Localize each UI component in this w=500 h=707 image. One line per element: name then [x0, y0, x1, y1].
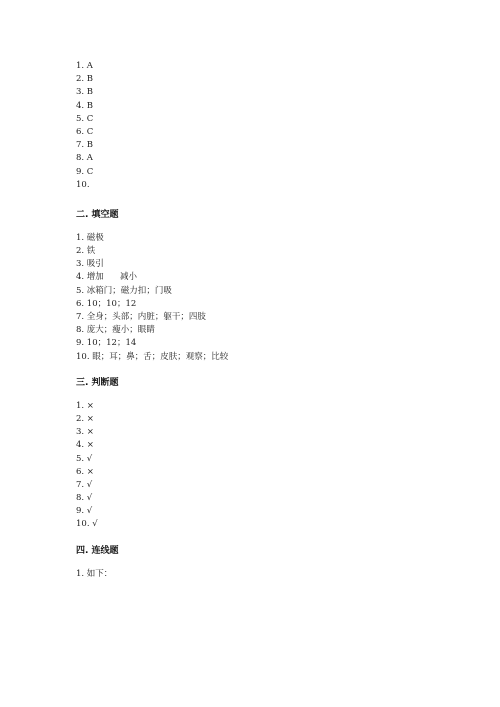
answer-line: 9. C — [76, 166, 94, 177]
answer-line: 10. — [76, 179, 90, 190]
answer-line: 6. 10；10；12 — [76, 298, 137, 309]
matching-answers-list — [76, 568, 436, 581]
answer-line: 8. A — [76, 153, 93, 164]
answer-line: 4. 增加 减小 — [76, 272, 138, 283]
answer-sheet — [76, 60, 436, 581]
answer-line: 3. B — [76, 87, 94, 98]
answer-line: 3. 吸引 — [76, 259, 104, 270]
answer-line: 2. B — [76, 74, 94, 85]
choice-answers-list — [76, 60, 436, 192]
answer-line: 7. √ — [76, 479, 93, 490]
true-false-answers-list — [76, 400, 436, 532]
answer-line: 1. 如下： — [76, 568, 113, 579]
answer-line: 9. 10；12；14 — [76, 338, 137, 349]
answer-line: 4. × — [76, 440, 94, 451]
fill-in-answers-list — [76, 232, 436, 364]
answer-line: 6. C — [76, 126, 94, 137]
section-heading-true-false: 三. 判断题 — [76, 377, 119, 388]
answer-line: 1. 磁极 — [76, 232, 104, 243]
answer-line: 6. × — [76, 466, 94, 477]
answer-line: 10. √ — [76, 519, 98, 530]
answer-line: 5. √ — [76, 453, 93, 464]
answer-line: 5. C — [76, 113, 94, 124]
answer-line: 3. × — [76, 427, 94, 438]
answer-line: 10. 眼；耳；鼻；舌；皮肤；观察；比较 — [76, 351, 229, 362]
answer-line: 1. A — [76, 61, 93, 71]
answer-line: 5. 冰箱门；磁力扣；门吸 — [76, 285, 172, 296]
answer-line: 9. √ — [76, 506, 93, 517]
answer-line: 8. 庞大；瘦小；眼睛 — [76, 325, 155, 336]
answer-line: 1. × — [76, 400, 94, 411]
answer-line: 4. B — [76, 100, 94, 111]
answer-line: 8. √ — [76, 493, 93, 504]
answer-line: 7. B — [76, 140, 94, 151]
answer-line: 7. 全身；头部；内脏；躯干；四肢 — [76, 312, 206, 322]
answer-line: 2. × — [76, 413, 94, 424]
section-heading-fill-in: 二. 填空题 — [76, 209, 119, 220]
answer-line: 2. 铁 — [76, 246, 96, 257]
section-heading-matching: 四. 连线题 — [76, 545, 119, 556]
